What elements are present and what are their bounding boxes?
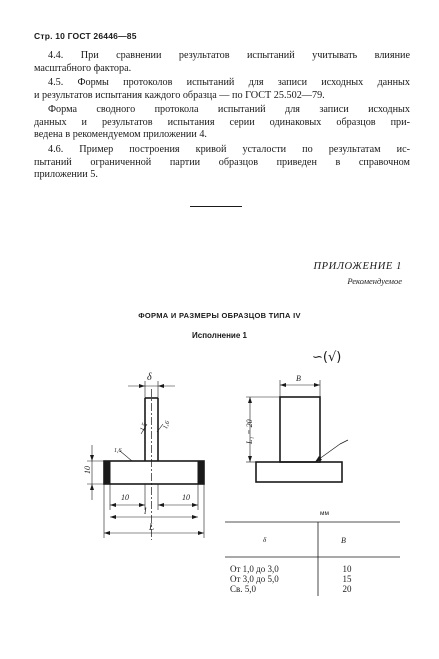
table-col-b: B [341,536,346,545]
appendix-status: Рекомендуемое [347,276,402,286]
dim-inner-label: l [144,506,147,516]
table-cell: 20 [342,584,352,594]
dim-bottom-left-label: 10 [121,493,129,502]
table-col-delta: δ [263,536,267,544]
paragraph-line: 4.5. Формы протоколов испытаний для записи исходных данных [48,77,410,88]
left-base-plate [104,461,204,484]
right-base-plate [256,462,342,482]
roughness-left-label: 1,5 [139,422,149,433]
table-ranges [230,564,279,594]
roughness-right-label: 1,6 [162,420,172,431]
paragraph-line: ведена в рекомендуемом приложении 4. [34,129,207,141]
appendix-title: ПРИЛОЖЕНИЕ 1 [313,261,402,272]
page-header: Стр. 10 ГОСТ 26446—85 [34,31,137,41]
paragraph-line: 4.4. При сравнении результатов испытаний учитывать влияние [48,50,410,61]
paragraph-line: и результатов испытания каждого образца — по ГОСТ 25.502—79. [34,89,325,101]
dim-height-label: 10 [83,466,92,474]
dim-height-right-label: L₁ = 20 [245,419,254,444]
fillet-label: 1,6 [114,448,122,454]
right-end-hatch [198,461,204,484]
section-title: ФОРМА И РАЗМЕРЫ ОБРАЗЦОВ ТИПА IV [138,311,301,320]
paragraph-line: данных и результатов испытания серии одинаковых образцов при- [34,116,410,128]
dim-bottom-right-label: 10 [182,493,190,502]
paragraph-line: приложении 5. [34,169,98,181]
roughness-mark: ∽(√) [312,350,342,365]
table-row: Св. 5,0 [230,584,257,594]
table-values [335,564,359,594]
right-upright [280,397,320,462]
paragraph-line: масштабного фактора. [34,62,132,74]
table-cell: 10 [342,564,352,574]
dim-total-label: L [149,522,155,532]
table-row: От 1,0 до 3,0 [230,564,279,574]
paragraph-line: Форма сводного протокола испытаний для записи исходных [48,104,410,115]
dim-width-label: B [296,374,301,383]
table-cell: 15 [342,574,352,584]
paragraph-line: пытаний ограниченной партии образцов приведен в справочном [34,156,410,168]
section-subtitle: Исполнение 1 [192,331,247,340]
table-row: От 3,0 до 5,0 [230,574,279,584]
paragraph-line: 4.6. Пример построения кривой усталости по результатам ис- [48,144,410,155]
table-unit: мм [320,510,329,517]
left-end-hatch [104,461,110,484]
dim-delta-label: δ [147,372,152,383]
